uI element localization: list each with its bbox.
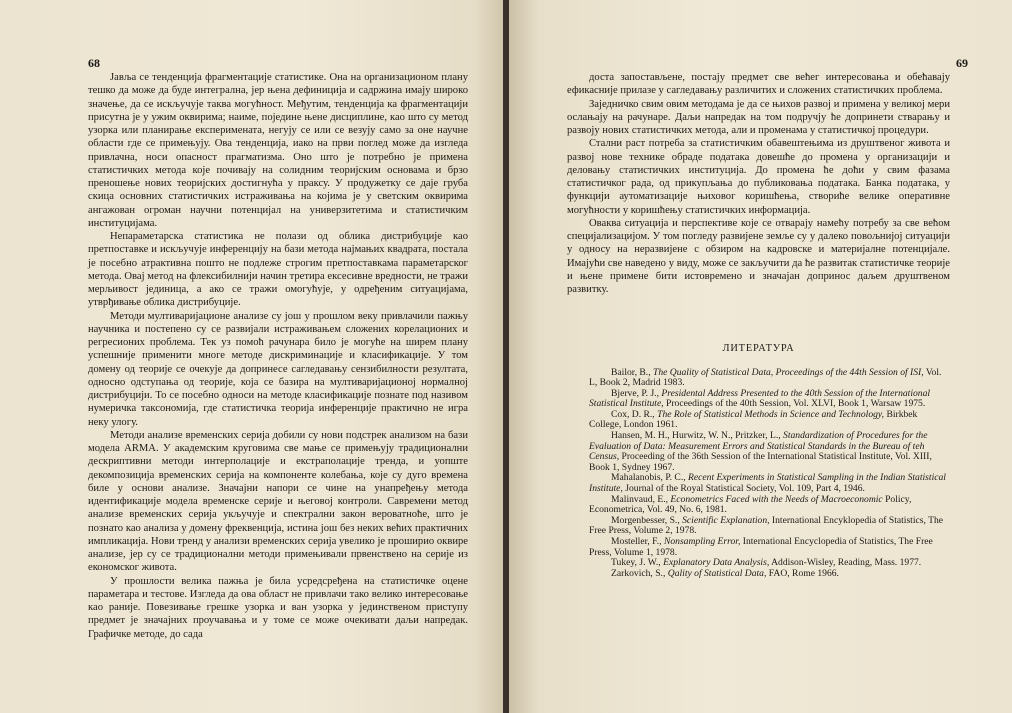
body-text bbox=[88, 71, 468, 641]
reference-source: Proceedings of the 40th Session, Vol. XLVI, Book 1, Warsaw 1975. bbox=[663, 398, 926, 410]
reference-source: Proceeding of the 36th Session of the International Statistical Institute, Vol. XIII, Book 1, Sydney 1967. bbox=[589, 451, 932, 473]
page-number: 68 bbox=[88, 56, 100, 70]
reference-title: Econometrics Faced with the Needs of Macroeconomic bbox=[670, 493, 883, 505]
left-page bbox=[0, 0, 505, 713]
reference-authors: Zarkovich, S., bbox=[611, 567, 668, 579]
reference-title: Nonsampling Error, bbox=[663, 536, 741, 547]
references-heading: ЛИТЕРАТУРА bbox=[722, 343, 795, 355]
reference-source: Vol. L, Book 2, Madrid 1983. bbox=[589, 366, 942, 389]
reference-source: International Encyklopedia of Statistics, The Free Press, Volume 2, 1978. bbox=[589, 514, 944, 537]
reference-entry bbox=[567, 473, 950, 494]
reference-title: Recent Experiments in Statistical Sampling in the Indian Statistical Institute, bbox=[589, 472, 946, 495]
reference-authors: Cox, D. R., bbox=[611, 408, 658, 420]
reference-entry bbox=[567, 368, 950, 389]
reference-title: Scientific Explanation, bbox=[682, 514, 770, 526]
reference-source: Policy, Econometrica, Vol. 49, No. 6, 1981. bbox=[589, 493, 912, 516]
reference-entry bbox=[567, 516, 950, 537]
reference-source: Addison-Wisley, Reading, Mass. 1977. bbox=[769, 557, 922, 569]
paragraph: Стални раст потреба за статистичким обавештењима из друштвеног живота и развој нове технике обраде података довешће до промена у организацији и деловању статистичких институција. До промена ће доћи у свим фазама статистичког рада, од прикупљања до публиковања података. Банка података, у функцији аутоматизације њиховог коришћења, створиће велике оперативне могућности у коришћењу статистичких информација. bbox=[567, 138, 950, 216]
reference-title: Standardization of Procedures for the Evaluation of Data: Measurement Errors and Statistical Standards in the Bureau of teh Census, bbox=[589, 430, 928, 463]
right-page bbox=[509, 0, 1012, 713]
reference-entry bbox=[567, 569, 950, 580]
reference-authors: Morgenbesser, S., bbox=[611, 514, 683, 526]
reference-entry bbox=[567, 410, 950, 431]
reference-authors: Mosteller, F., bbox=[611, 536, 664, 547]
reference-source: Birkbek College, London 1961. bbox=[589, 408, 918, 431]
reference-list bbox=[567, 368, 950, 580]
reference-entry bbox=[567, 537, 950, 558]
body-text bbox=[567, 71, 950, 579]
paragraph: Методи мултиваријационе анализе су још у прошлом веку привлачили пажњу научника и постепено су се развијали истраживањем сложених корелационих и регресионих проблема. Тек уз помоћ рачунара било је могуће на ширем плану успешније применити многе методе дискриминације и класификације. У том домену од теорије се очекује да допринесе сагледавању сензибилности резултата, односно одступања од теорије, која се базира на мултиваријационој нормалној дистрибуцији. То се посебно односи на методе класификације познате под називом нумеричка таксономија, где статистичка теорија инференције практично не игра неку улогу. bbox=[88, 310, 468, 428]
paragraph: Оваква ситуација и перспективе које се отварају намећу потребу за све већом специјализацијом. У том погледу развијене земље су у далеко повољнијој ситуацији у односу на неразвијене с обзиром на кадровске и материјалне потенцијале. Имајући све наведено у виду, може се закључити да ће развитак статистичке теорије и њене примене бити истовремено и значајан допринос даљем друштвеном развитку. bbox=[567, 217, 950, 295]
reference-source: International Encyclopedia of Statistics, The Free Press, Volume 1, 1978. bbox=[589, 536, 933, 558]
reference-authors: Tukey, J. W., bbox=[611, 557, 664, 569]
paragraph: Непараметарска статистика не полази од облика дистрибуције као претпоставке и искључује инференцију на бази метода најмањих квадрата, постала је посебно атрактивна пошто не подлеже строгим претпоставкама параметарског метода. Овај метод на флексибилнији начин третира ексесивне вредности, не тражи мерљивост јединица, а ако се тражи омогућује, у одређеним ситуацијама, утврђивање облика дистрибуције. bbox=[88, 231, 468, 309]
reference-entry bbox=[567, 389, 950, 410]
reference-authors: Hansen, M. H., Hurwitz, W. N., Pritzker, L., bbox=[611, 430, 784, 442]
reference-authors: Bjerve, P. J., bbox=[611, 387, 662, 399]
page-number: 69 bbox=[956, 56, 968, 70]
paragraph: У прошлости велика пажња је била усредсређена на статистичке оцене параметара и тестове. Изгледа да ова област не привлачи тако велико интересовање као раније. Повезивање грешке узорка и ван узорка у јединственом приступу предмет је значајних проучавања и у томе се може очекивати даљи напредак. Графичке методе, до сада bbox=[88, 575, 468, 640]
reference-authors: Bailor, B., bbox=[611, 366, 653, 378]
reference-title: The Role of Statistical Methods in Science and Technology, bbox=[657, 408, 885, 420]
paragraph: Методи анализе временских серија добили су нови подстрек анализом на бази модела ARMA. У академским круговима све мање се примењују традиционални дескриптивни методи интерполације и екстраполације тренда, и уопште декомпозиција временских серија на компоненте колебања, које су дуго времена биле у основи анализе. Значајни напори се чине на унапређењу метода идентификације модела временске серије и његовој контроли. Савремени метод анализе временских серија укључује и спектрални закон вероватноће, што је познато као анализа у домену фреквенција, истина још без неких већих практичних импликација. Нови тренд у анализи временских серија увелико је проширио оквире анализе, јер су се традиционални методи примењивали првенствено на серије из економског живота. bbox=[88, 429, 468, 574]
reference-source: Journal of the Royal Statistical Society, Vol. 109, Part 4, 1946. bbox=[622, 483, 865, 495]
paragraph: доста запостављене, постају предмет све већег интересовања и обећавају ефикасније прилазе у сагледавању различитих и сложених статистичких проблема. bbox=[567, 72, 950, 97]
reference-entry bbox=[567, 495, 950, 516]
reference-title: Presidental Address Presented to the 40th Session of the International Statistical Institute, bbox=[589, 387, 931, 410]
reference-entry bbox=[567, 431, 950, 473]
paragraph: Јавља се тенденција фрагментације статистике. Она на организационом плану тешко да може да буде интегрална, јер њена дефиниција и садржина имају широко значење, да се искључује таква могућност. Међутим, тенденција ка фрагментацији присутна је у ужим оквирима; наиме, поједине њене дисциплине, као што су метод узорка или планирање експеримената, негују се или се везују само за оне научне области где се примењују. Ова тенденција, иако на први поглед може да изгледа привлачна, носи опасност прагматизма. Оно што је потребно је примена статистичких метода које почивају на солидним теоријским основама и брзо преношење нових теоријских достигнућа у праксу. У продужетку се даје груба скица основних статистичких истраживања на којима је у светским оквирима ангажован огроман научни потенцијал на универзитетима и статистичким институцијама. bbox=[88, 72, 468, 229]
reference-authors: Malinvaud, E., bbox=[611, 493, 671, 505]
reference-title: The Quality of Statistical Data, Proceedings of the 44th Session of ISI, bbox=[653, 366, 924, 378]
reference-authors: Mahalanobis, P. C., bbox=[611, 472, 689, 484]
reference-title: Explanatory Data Analysis, bbox=[663, 557, 770, 569]
reference-source: FAO, Rome 1966. bbox=[766, 567, 839, 579]
reference-title: Qality of Statistical Data, bbox=[667, 567, 767, 579]
paragraph: Заједничко свим овим методама је да се њихов развој и примена у великој мери ослањају на рачунаре. Даљи напредак на том подручју ће допринети стварању и развоју нових статистичких метода, али и променама у статистичкој процедури. bbox=[567, 98, 950, 136]
